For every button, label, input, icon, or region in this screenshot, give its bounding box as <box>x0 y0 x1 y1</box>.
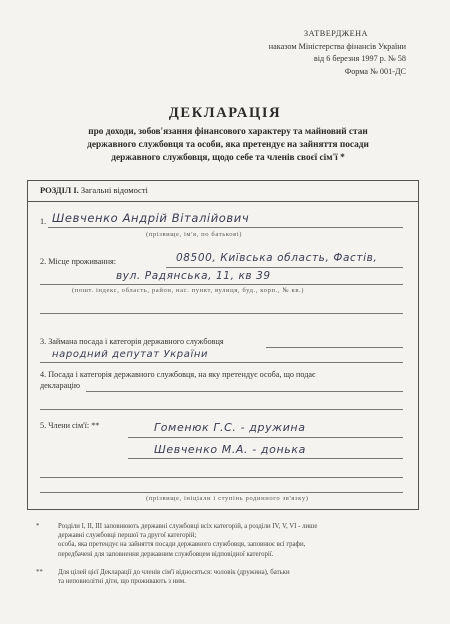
footnote-1-mark: * <box>36 523 40 530</box>
residence-label: 2. Місце проживання: <box>40 257 117 266</box>
section-number: РОЗДІЛ І. <box>40 185 79 195</box>
section-title <box>40 185 148 195</box>
blank-line-1 <box>40 313 403 314</box>
family-members-hint: (прізвище, ініціали і ступінь родинного зв'язку) <box>146 495 309 502</box>
footnote-2 <box>36 568 398 586</box>
subtitle-line-3: державного службовця, щодо себе та членів своєї сім'ї * <box>111 153 345 163</box>
residence-value-line-2[interactable]: вул. Радянська, 11, кв 39 <box>116 270 271 282</box>
footnote-1-line-4: передбачені для заповнення державним службовцем відповідної категорії. <box>58 550 274 558</box>
document-title: ДЕКЛАРАЦІЯ <box>168 105 282 121</box>
residence-underline-2 <box>40 284 403 285</box>
approval-line-2: від 6 березня 1997 р. № 58 <box>313 54 406 63</box>
target-position-label-2: декларацію <box>40 381 80 390</box>
approval-title: ЗАТВЕРДЖЕНА <box>304 29 368 38</box>
family-underline-4 <box>40 492 403 493</box>
subtitle-line-2: державного службовця та особи, яка претендує на зайняття посади <box>87 140 369 150</box>
target-position-underline-2 <box>40 409 403 410</box>
footnote-2-line-2: та неповнолітні діти, що проживають з ним. <box>58 578 186 586</box>
residence-underline-1 <box>166 267 403 268</box>
family-member-2[interactable]: Шевченко М.А. - донька <box>154 443 306 456</box>
current-position-underline-1 <box>266 347 403 348</box>
family-underline-1 <box>128 437 403 438</box>
field-1-number: 1. <box>40 217 47 226</box>
current-position-underline-2 <box>40 362 403 363</box>
footnote-1-line-2: державні службовці першої та другої категорій; <box>58 532 197 540</box>
family-member-1[interactable]: Гоменюк Г.С. - дружина <box>154 421 306 434</box>
footnote-1-line-1: Розділи І, ІІ, ІІІ заповнюють державні службовці всіх категорій, а розділи IV, V, VI - лише <box>58 523 318 530</box>
full-name-underline <box>48 227 403 228</box>
target-position-underline-1 <box>86 391 403 392</box>
section-1-form <box>27 180 419 510</box>
current-position-value[interactable]: народний депутат України <box>52 349 209 360</box>
full-name-value[interactable]: Шевченко Андрій Віталійович <box>52 211 250 225</box>
section-header <box>28 181 418 202</box>
family-underline-2 <box>128 458 403 459</box>
residence-value-line-1[interactable]: 08500, Київська область, Фастів, <box>176 252 378 264</box>
footnote-1 <box>36 522 398 559</box>
footnote-2-mark: ** <box>36 569 43 576</box>
footnote-2-line-1: Для цілей цієї Декларації до членів сім'ї відносяться: чоловік (дружина), батьки <box>58 569 290 576</box>
subtitle-line-1: про доходи, зобов'язання фінансового характеру та майновий стан <box>88 127 368 137</box>
section-name: Загальні відомості <box>80 185 148 195</box>
family-members-label: 5. Члени сім'ї: ** <box>40 421 100 430</box>
current-position-label: 3. Займана посада і категорія державного службовця <box>40 337 224 346</box>
footnote-1-line-3: особа, яка претендує на зайняття посади державного службовця, заповнює всі графи, <box>58 541 306 549</box>
approval-form-number: Форма № 001-ДС <box>344 66 406 76</box>
document-subtitle <box>38 126 418 165</box>
approval-stamp <box>206 28 406 78</box>
residence-hint: (пошт. індекс, область, район, нас. пункт, вулиця, буд., корп., № кв.) <box>72 287 305 294</box>
full-name-hint: (прізвище, ім'я, по батькові) <box>146 231 243 238</box>
approval-line-1: наказом Міністерства фінансів України <box>268 41 406 51</box>
target-position-label-1: 4. Посада і категорія державного службовця, на яку претендує особа, що подає <box>40 370 316 379</box>
family-underline-3 <box>40 477 403 478</box>
